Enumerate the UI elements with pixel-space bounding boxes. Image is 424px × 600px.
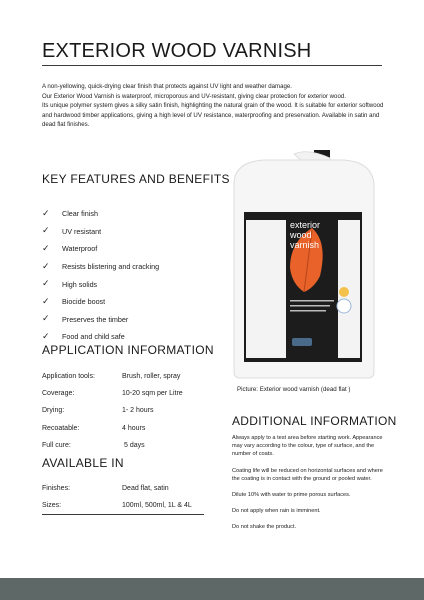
row-label: Coverage: [42, 390, 75, 398]
feature-item [42, 275, 159, 293]
sun-icon [339, 287, 349, 297]
check-icon: ✓ [42, 279, 50, 290]
brand-badge [292, 338, 312, 346]
application-row [42, 402, 183, 419]
available-row [42, 497, 192, 514]
feature-item [42, 293, 159, 311]
label-text-line [290, 300, 334, 302]
row-value: 5 days [124, 441, 145, 449]
available-divider [42, 514, 204, 515]
check-icon: ✓ [42, 208, 50, 219]
feature-item [42, 205, 159, 223]
additional-paragraph: Do not shake the product. [232, 524, 297, 531]
row-value: 10-20 sqm per Litre [122, 390, 183, 398]
label-text-line [290, 305, 330, 307]
footer-bar [0, 578, 424, 600]
feature-label: Food and child safe [62, 332, 125, 342]
intro-text [42, 82, 387, 130]
feature-label: Waterproof [62, 244, 98, 254]
row-label: Recoatable: [42, 424, 80, 432]
check-icon: ✓ [42, 296, 50, 307]
application-table [42, 368, 183, 454]
row-label: Finishes: [42, 485, 71, 493]
feature-label: Biocide boost [62, 297, 106, 307]
additional-paragraph: Dilute 10% with water to prime porous surfaces. [232, 492, 351, 499]
feature-item [42, 311, 159, 329]
application-row [42, 385, 183, 402]
title-divider [42, 65, 382, 66]
application-heading: APPLICATION INFORMATION [42, 343, 214, 357]
product-caption: Picture: Exterior wood varnish (dead flat ) [237, 386, 351, 393]
check-icon: ✓ [42, 331, 50, 342]
label-word-2: wood [290, 230, 312, 240]
row-value: Dead flat, satin [122, 485, 169, 493]
additional-paragraph: Coating life will be reduced on horizontal surfaces and where the coating is in contact with the ground or pooled water. [232, 467, 383, 482]
check-icon: ✓ [42, 261, 50, 272]
feature-label: Preserves the timber [62, 314, 129, 324]
row-label: Sizes: [42, 502, 62, 510]
label-word-1: exterior [290, 220, 321, 230]
application-row [42, 420, 183, 437]
check-icon: ✓ [42, 314, 50, 325]
available-heading: AVAILABLE IN [42, 456, 124, 470]
intro-line-3: Its unique polymer system gives a silky satin finish, highlighting the natural grain of the wood. It is suitable for exterior softwood and hardwood timber applications, giving a high level of UV resistance, waterproofing and preservation. Available in satin and dead flat finishes. [42, 102, 384, 129]
check-icon: ✓ [42, 226, 50, 237]
additional-heading: ADDITIONAL INFORMATION [232, 414, 397, 428]
label-text-line [290, 310, 326, 312]
additional-paragraph: Do not apply when rain is imminent. [232, 508, 321, 515]
row-value: 1- 2 hours [122, 407, 154, 415]
row-label: Drying: [42, 407, 65, 415]
additional-paragraph: Always apply to a test area before starting work. Appearance may vary according to the colour, type of surface, and the number of coats. [232, 435, 383, 458]
available-table [42, 480, 192, 514]
row-label: Full cure: [42, 441, 71, 449]
application-row [42, 368, 183, 385]
label-side-panel [246, 220, 286, 358]
feature-label: Resists blistering and cracking [62, 262, 160, 272]
row-value: Brush, roller, spray [122, 373, 181, 381]
check-icon: ✓ [42, 243, 50, 254]
feature-item [42, 258, 159, 276]
feature-label: UV resistant [62, 226, 102, 236]
feature-label: High solids [62, 279, 98, 289]
row-value: 100ml, 500ml, 1L & 4L [122, 502, 192, 510]
application-row [42, 437, 183, 454]
row-label: Application tools: [42, 373, 95, 381]
label-word-3: varnish [290, 240, 320, 250]
intro-line-2: Our Exterior Wood Varnish is waterproof, microporous and UV-resistant, giving clear protection for exterior wood. [42, 92, 346, 100]
row-value: 4 hours [122, 424, 146, 432]
feature-item [42, 223, 159, 241]
product-image [224, 150, 384, 380]
seal-icon [337, 299, 351, 313]
page-title: EXTERIOR WOOD VARNISH [42, 40, 312, 62]
features-list [42, 205, 159, 346]
feature-item [42, 240, 159, 258]
feature-label: Clear finish [62, 209, 98, 219]
available-row [42, 480, 192, 497]
intro-line-1: A non-yellowing, quick-drying clear finish that protects against UV light and weather damage. [42, 83, 292, 90]
additional-info [232, 434, 392, 540]
features-heading: KEY FEATURES AND BENEFITS [42, 172, 230, 186]
